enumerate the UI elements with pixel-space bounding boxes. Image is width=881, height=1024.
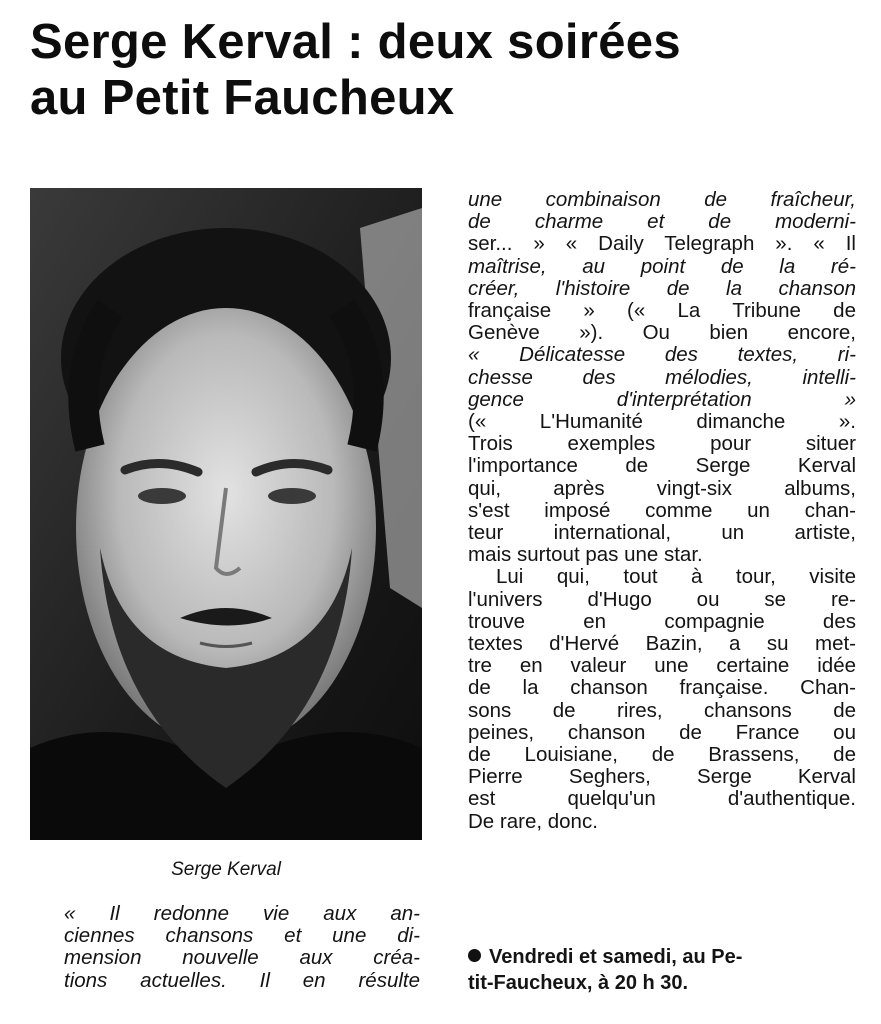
notice-line-2: tit-Faucheux, à 20 h 30. xyxy=(468,972,689,994)
text-line: Lui qui, tout à tour, visite xyxy=(496,565,856,589)
text-line: française » (« La Tribune de xyxy=(468,299,856,323)
text-line: l'importance de Serge Kerval xyxy=(468,454,856,478)
text-line: de charme et de moderni- xyxy=(468,210,856,234)
bullet-icon xyxy=(468,949,481,962)
text-line: qui, après vingt-six albums, xyxy=(468,476,856,500)
text-line: teur international, un artiste, xyxy=(468,521,856,545)
text-line: mension nouvelle aux créa- xyxy=(64,946,420,970)
text-line: (« L'Humanité dimanche ». xyxy=(468,410,856,434)
text-line: mais surtout pas une star. xyxy=(468,543,703,567)
text-line: ser... » « Daily Telegraph ». « Il xyxy=(468,232,856,256)
text-line: de la chanson française. Chan- xyxy=(468,676,856,700)
text-line: Pierre Seghers, Serge Kerval xyxy=(468,765,856,789)
notice-text-1: Vendredi et samedi, au Pe- xyxy=(489,946,743,968)
text-line: ciennes chansons et une di- xyxy=(64,924,420,948)
headline-line-2: au Petit Faucheux xyxy=(30,71,455,125)
portrait-illustration xyxy=(30,188,422,840)
headline-line-1: Serge Kerval : deux soirées xyxy=(30,15,681,69)
event-notice xyxy=(468,944,858,996)
text-line: gence d'interprétation » xyxy=(468,387,856,411)
text-line: maîtrise, au point de la ré- xyxy=(468,254,856,278)
text-line: tre en valeur une certaine idée xyxy=(468,654,856,678)
text-line: tions actuelles. Il en résulte xyxy=(64,968,420,992)
text-line: s'est imposé comme un chan- xyxy=(468,498,856,522)
article-column-left xyxy=(64,903,420,992)
text-line: « Il redonne vie aux an- xyxy=(64,902,420,925)
text-line: textes d'Hervé Bazin, a su met- xyxy=(468,632,856,656)
photo-caption: Serge Kerval xyxy=(171,859,281,880)
text-line: est quelqu'un d'authentique. xyxy=(468,787,856,811)
article-column-right xyxy=(468,189,856,833)
text-line: créer, l'histoire de la chanson xyxy=(468,276,856,300)
text-line: peines, chanson de France ou xyxy=(468,720,856,744)
text-line: De rare, donc. xyxy=(468,809,598,833)
portrait-photo xyxy=(30,188,422,840)
text-line: Genève »). Ou bien encore, xyxy=(468,321,856,345)
headline xyxy=(30,14,870,126)
text-line: sons de rires, chansons de xyxy=(468,698,856,722)
text-line: « Délicatesse des textes, ri- xyxy=(468,343,856,367)
notice-line-1 xyxy=(468,944,858,970)
text-line: une combinaison de fraîcheur, xyxy=(468,188,856,211)
text-line: l'univers d'Hugo ou se re- xyxy=(468,587,856,611)
text-line: trouve en compagnie des xyxy=(468,609,856,633)
text-line: Trois exemples pour situer xyxy=(468,432,856,456)
text-line: de Louisiane, de Brassens, de xyxy=(468,743,856,767)
text-line: chesse des mélodies, intelli- xyxy=(468,365,856,389)
